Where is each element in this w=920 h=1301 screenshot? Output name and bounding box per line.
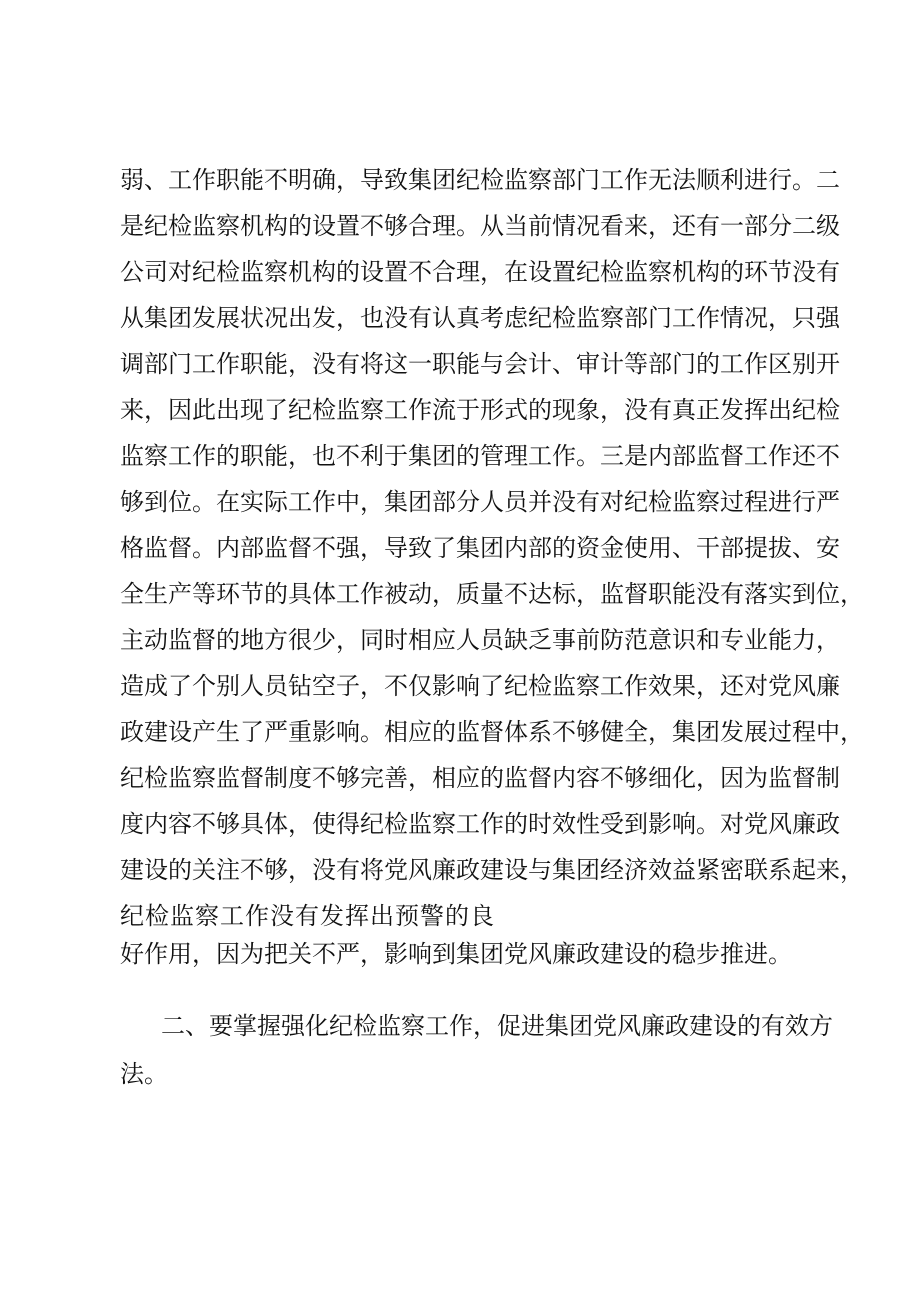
paragraph-line: 主动监督的地方很少，同时相应人员缺乏事前防范意识和专业能力， <box>120 626 840 654</box>
paragraph-line: 够到位。在实际工作中，集团部分人员并没有对纪检监察过程进行严 <box>120 488 840 516</box>
section-heading-line: 二、要掌握强化纪检监察工作，促进集团党风廉政建设的有效方 <box>161 1012 833 1040</box>
paragraph-line: 好作用，因为把关不严，影响到集团党风廉政建设的稳步推进。 <box>120 940 792 968</box>
paragraph-line: 公司对纪检监察机构的设置不合理，在设置纪检监察机构的环节没有 <box>120 258 840 286</box>
paragraph-line: 全生产等环节的具体工作被动，质量不达标，监督职能没有落实到位， <box>120 580 864 608</box>
section-heading-line: 法。 <box>120 1060 168 1088</box>
paragraph-line: 调部门工作职能，没有将这一职能与会计、审计等部门的工作区别开 <box>120 350 840 378</box>
paragraph-line: 弱、工作职能不明确，导致集团纪检监察部门工作无法顺利进行。二 <box>120 166 840 194</box>
paragraph-line: 建设的关注不够，没有将党风廉政建设与集团经济效益紧密联系起来， <box>120 856 864 884</box>
paragraph-line: 纪检监察监督制度不够完善，相应的监督内容不够细化，因为监督制 <box>120 764 840 792</box>
paragraph-line: 监察工作的职能，也不利于集团的管理工作。三是内部监督工作还不 <box>120 442 840 470</box>
paragraph-line: 从集团发展状况出发，也没有认真考虑纪检监察部门工作情况，只强 <box>120 304 840 332</box>
paragraph-line: 纪检监察工作没有发挥出预警的良 <box>120 902 495 930</box>
paragraph-line: 是纪检监察机构的设置不够合理。从当前情况看来，还有一部分二级 <box>120 212 840 240</box>
paragraph-line: 来，因此出现了纪检监察工作流于形式的现象，没有真正发挥出纪检 <box>120 396 840 424</box>
paragraph-line: 政建设产生了严重影响。相应的监督体系不够健全，集团发展过程中， <box>120 718 864 746</box>
paragraph-line: 造成了个别人员钻空子，不仅影响了纪检监察工作效果，还对党风廉 <box>120 672 840 700</box>
paragraph-line: 格监督。内部监督不强，导致了集团内部的资金使用、干部提拔、安 <box>120 534 840 562</box>
paragraph-line: 度内容不够具体，使得纪检监察工作的时效性受到影响。对党风廉政 <box>120 810 840 838</box>
